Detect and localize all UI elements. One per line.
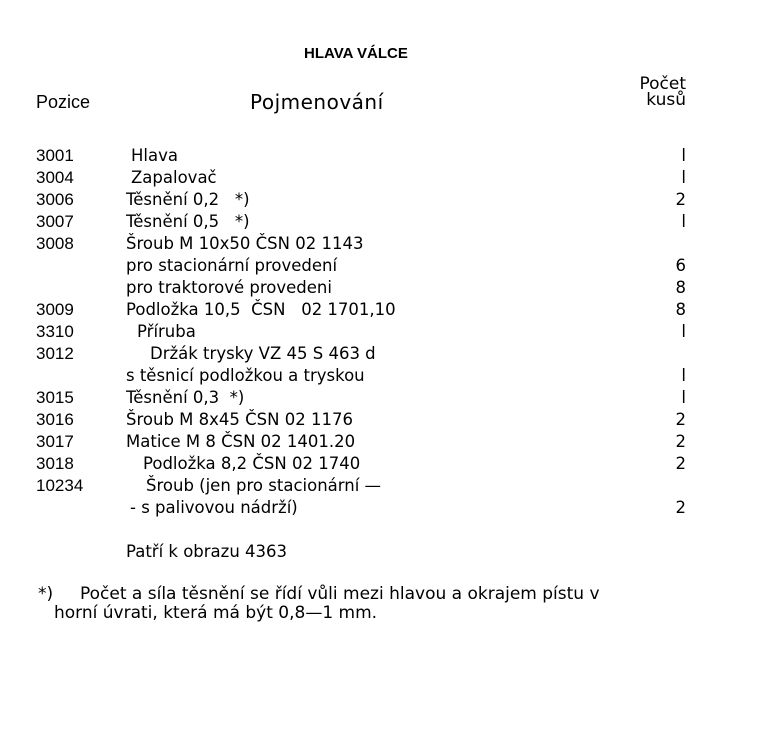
part-row [0, 233, 767, 255]
part-quantity: l [681, 146, 686, 165]
header-count-line2: kusů [646, 90, 686, 110]
footnote-mark: *) [38, 584, 54, 604]
part-row [0, 409, 767, 431]
part-name: pro traktorové provedeni [126, 278, 332, 297]
part-position: 3009 [36, 300, 74, 319]
part-row [0, 189, 767, 211]
part-row [0, 145, 767, 167]
part-row [0, 255, 767, 277]
part-name: pro stacionární provedení [126, 256, 338, 275]
part-quantity: l [681, 212, 686, 231]
part-position: 3008 [36, 234, 74, 253]
part-name: Podložka 8,2 ČSN 02 1740 [143, 454, 361, 473]
part-position: 3007 [36, 212, 74, 231]
part-name: Těsnění 0,5 *) [126, 212, 250, 231]
part-quantity: l [681, 168, 686, 187]
part-row [0, 497, 767, 519]
part-row [0, 321, 767, 343]
part-row [0, 211, 767, 233]
header-count [620, 76, 686, 108]
part-name: s těsnicí podložkou a tryskou [126, 366, 365, 385]
part-row [0, 167, 767, 189]
header-count-line1: Počet [639, 74, 686, 94]
part-quantity: l [681, 366, 686, 385]
part-quantity: 2 [675, 454, 686, 473]
part-quantity: 2 [675, 410, 686, 429]
part-quantity: l [681, 322, 686, 341]
part-position: 3001 [36, 146, 74, 165]
part-row [0, 277, 767, 299]
document-title: HLAVA VÁLCE [304, 45, 408, 62]
part-row [0, 453, 767, 475]
part-position: 3015 [36, 388, 74, 407]
part-name: Příruba [137, 322, 196, 341]
part-row [0, 387, 767, 409]
part-name: Těsnění 0,3 *) [126, 388, 245, 407]
part-quantity: 2 [675, 498, 686, 517]
part-position: 3004 [36, 168, 74, 187]
part-quantity: 2 [675, 432, 686, 451]
part-position: 3006 [36, 190, 74, 209]
footnote-line2: horní úvrati, která má být 0,8—1 mm. [54, 603, 378, 623]
footnote-line1: Počet a síla těsnění se řídí vůli mezi hlavou a okrajem pístu v [80, 584, 600, 604]
part-row [0, 475, 767, 497]
part-row [0, 365, 767, 387]
parts-list [0, 145, 767, 519]
part-position: 3017 [36, 432, 74, 451]
part-row [0, 299, 767, 321]
part-quantity: 8 [675, 278, 686, 297]
part-position: 10234 [36, 476, 84, 495]
part-row [0, 431, 767, 453]
part-quantity: l [681, 388, 686, 407]
part-name: Zapalovač [131, 168, 217, 187]
part-quantity: 6 [675, 256, 686, 275]
part-name: Hlava [131, 146, 178, 165]
header-position: Pozice [36, 92, 91, 112]
part-name: Těsnění 0,2 *) [126, 190, 250, 209]
header-name: Pojmenování [250, 90, 384, 114]
part-name: Šroub M 8x45 ČSN 02 1176 [126, 410, 353, 429]
part-name: Šroub (jen pro stacionární — [146, 476, 382, 495]
part-name: Držák trysky VZ 45 S 463 d [150, 344, 376, 363]
figure-reference: Patří k obrazu 4363 [126, 542, 288, 561]
part-name: Matice M 8 ČSN 02 1401.20 [126, 432, 356, 451]
part-position: 3018 [36, 454, 74, 473]
part-position: 3012 [36, 344, 74, 363]
part-position: 3310 [36, 322, 74, 341]
part-row [0, 343, 767, 365]
part-name: Šroub M 10x50 ČSN 02 1143 [126, 234, 364, 253]
part-position: 3016 [36, 410, 74, 429]
part-quantity: 2 [675, 190, 686, 209]
part-name: - s palivovou nádrží) [130, 498, 298, 517]
part-quantity: 8 [675, 300, 686, 319]
part-name: Podložka 10,5 ČSN 02 1701,10 [126, 300, 396, 319]
